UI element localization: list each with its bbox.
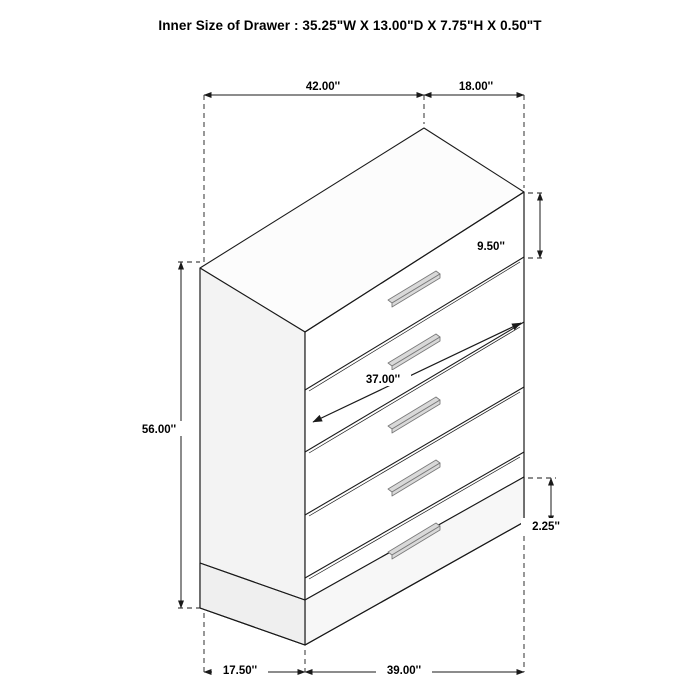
label-height: 56.00'' (141, 424, 177, 436)
label-width-top: 42.00'' (305, 81, 341, 93)
label-diagonal: 37.00'' (365, 374, 401, 386)
chest-illustration (200, 128, 524, 645)
page-title: Inner Size of Drawer : 35.25"W X 13.00"D X 7.75"H X 0.50"T (158, 18, 542, 33)
label-base-height: 2.25'' (532, 521, 560, 533)
label-depth-top: 18.00'' (458, 81, 494, 93)
label-base-width: 39.00'' (386, 665, 422, 677)
label-top-drawer-height: 9.50'' (477, 241, 505, 253)
label-base-depth: 17.50'' (222, 665, 258, 677)
